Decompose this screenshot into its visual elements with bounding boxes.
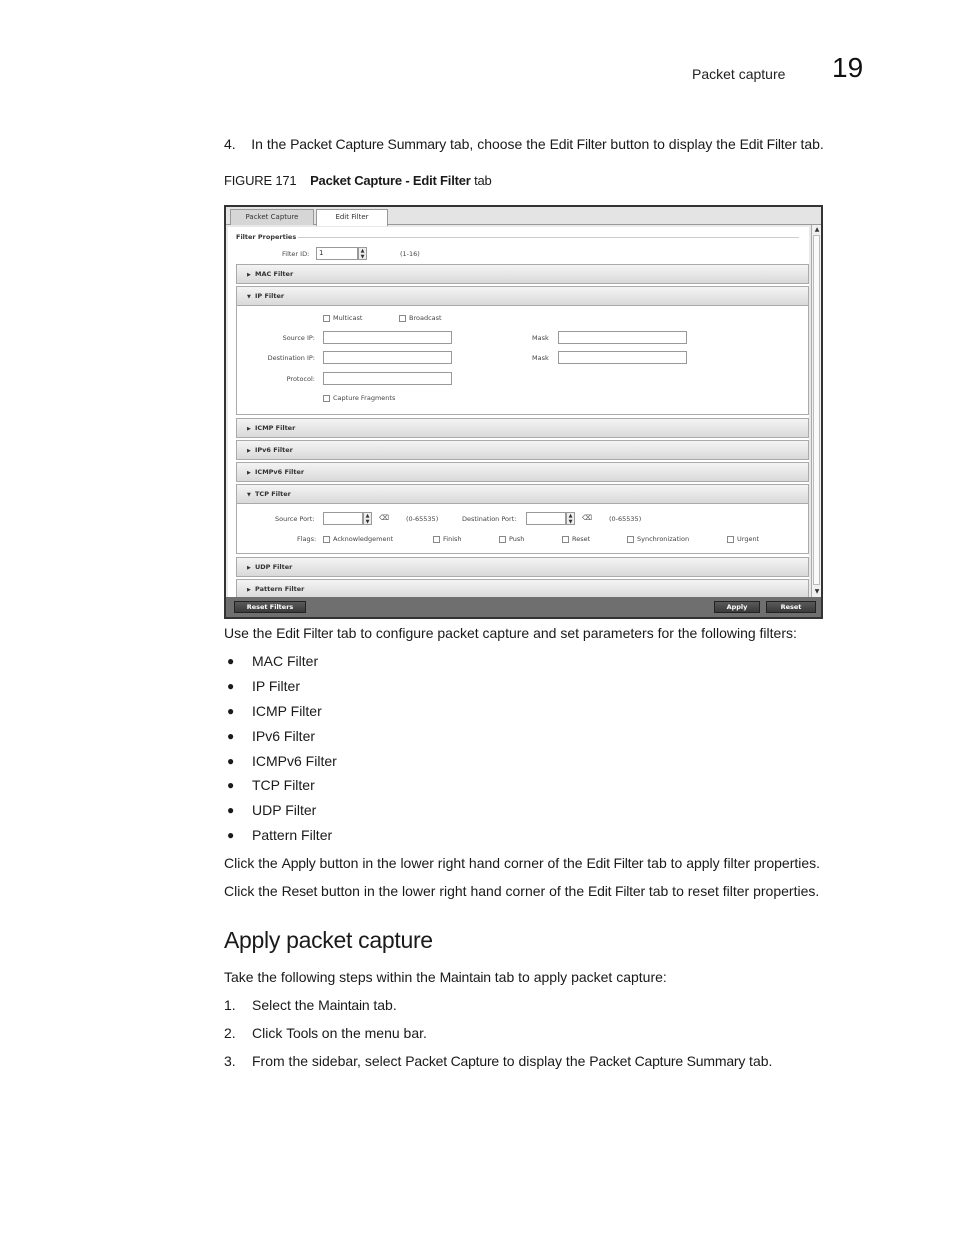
source-port-input[interactable] [323,512,363,525]
filter-id-input[interactable]: 1 [316,247,358,260]
flag-acknowledgement[interactable] [323,535,393,543]
ui-term: Packet Capture [405,1053,499,1069]
figure-title: Packet Capture - Edit Filter [310,173,471,188]
flag-label: Synchronization [637,535,690,543]
figure-caption [224,173,492,188]
reset-button[interactable]: Reset [766,601,816,613]
step-number: 3. [224,1053,236,1069]
section-heading: Apply packet capture [224,927,433,953]
reset-paragraph [224,882,819,900]
checkbox-icon [399,315,406,322]
section-label: Pattern Filter [255,585,305,593]
flags-label: Flags: [297,535,317,543]
ui-term: Reset [281,883,318,899]
protocol-label: Protocol: [286,375,315,383]
checkbox-icon [627,536,634,543]
para-text: tab to configure packet capture and set parameters for the following filters: [333,625,797,641]
bullet-icon: ● [227,679,235,693]
section-label: UDP Filter [255,563,293,571]
para-text: tab to reset filter properties. [644,883,820,899]
step-text: Click [252,1025,287,1041]
expand-icon: ▶ [247,587,251,593]
destination-port-input[interactable] [526,512,566,525]
source-ip-label: Source IP: [282,334,315,342]
destination-mask-input[interactable] [558,351,687,364]
checkbox-icon [323,315,330,322]
expand-icon: ▶ [247,470,251,476]
step-text: to display the [499,1053,590,1069]
checkbox-icon [727,536,734,543]
step-1 [252,996,397,1014]
clear-icon[interactable]: ⌫ [582,514,592,522]
tcp-filter-header[interactable] [236,484,809,504]
clear-icon[interactable]: ⌫ [379,514,389,522]
section-label: TCP Filter [255,490,291,498]
section-label: ICMPv6 Filter [255,468,305,476]
running-header: Packet capture [692,66,786,82]
step-text: tab. [745,1053,773,1069]
list-item: TCP Filter [252,777,315,793]
broadcast-label: Broadcast [409,314,442,322]
flag-push[interactable] [499,535,524,543]
step-2 [252,1024,427,1042]
bullet-icon: ● [227,803,235,817]
ui-term: Edit Filter [276,625,334,641]
icmpv6-filter-header[interactable] [236,462,809,482]
para-text: tab to apply packet capture: [490,969,667,985]
ui-term: Tools [286,1025,318,1041]
step-text: tab. [369,997,397,1013]
ui-term: Packet Capture Summary [589,1053,746,1069]
flag-synchronization[interactable] [627,535,689,543]
ui-term: Edit Filter [549,136,607,152]
section-label: IP Filter [255,292,285,300]
filter-id-stepper[interactable]: ▲ ▼ [358,247,367,260]
mask-label-1: Mask [532,334,549,342]
apply-button[interactable]: Apply [714,601,760,613]
checkbox-icon [562,536,569,543]
destination-port-range: (0-65535) [609,515,642,523]
step-text: In the [251,136,291,152]
source-ip-input[interactable] [323,331,452,344]
figure-label: FIGURE 171 [224,173,297,188]
para-text: Use the [224,625,277,641]
bullet-icon: ● [227,729,235,743]
multicast-label: Multicast [333,314,363,322]
section-label: IPv6 Filter [255,446,293,454]
checkbox-icon [323,536,330,543]
step-text: tab, choose the [446,136,550,152]
flag-label: Urgent [737,535,760,543]
expand-icon: ▶ [247,565,251,571]
udp-filter-header[interactable] [236,557,809,577]
flag-label: Reset [572,535,591,543]
list-item: ICMPv6 Filter [252,753,337,769]
ui-term: Packet Capture Summary [290,136,447,152]
source-port-stepper[interactable]: ▲ ▼ [363,512,372,525]
step-text: button to display the [606,136,740,152]
ip-filter-header[interactable] [236,286,809,306]
list-item: ICMP Filter [252,703,322,719]
list-item: IPv6 Filter [252,728,316,744]
bottom-button-bar [226,597,821,617]
intro-paragraph [224,624,797,642]
collapse-icon: ▼ [247,294,251,300]
scroll-thumb[interactable] [813,235,820,585]
checkbox-icon [433,536,440,543]
ip-filter-body [236,306,809,415]
step-text: From the sidebar, select [252,1053,406,1069]
step-number: 1. [224,997,236,1013]
list-item: UDP Filter [252,802,317,818]
multicast-checkbox[interactable] [323,314,362,322]
step-number: 2. [224,1025,236,1041]
source-port-range: (0-65535) [406,515,439,523]
broadcast-checkbox[interactable] [399,314,442,322]
para-text: Take the following steps within the [224,969,440,985]
tab-bar [226,207,821,225]
filter-panel [228,227,809,597]
expand-icon: ▶ [247,426,251,432]
flag-finish[interactable] [433,535,462,543]
list-item: IP Filter [252,678,300,694]
protocol-input[interactable] [323,372,452,385]
source-mask-input[interactable] [558,331,687,344]
list-item: Pattern Filter [252,827,333,843]
collapse-icon: ▼ [247,492,251,498]
capture-fragments-checkbox[interactable] [323,394,395,402]
icmp-filter-header[interactable] [236,418,809,438]
para-text: button in the lower right hand corner of the [317,883,588,899]
bullet-icon: ● [227,828,235,842]
para-text: button in the lower right hand corner of the [315,855,587,871]
bullet-icon: ● [227,778,235,792]
destination-port-label: Destination Port: [462,515,517,523]
tab-edit-filter[interactable]: Edit Filter [316,209,388,226]
filter-properties-legend: Filter Properties [236,233,297,241]
section-label: ICMP Filter [255,424,296,432]
checkbox-icon [323,395,330,402]
step-text: on the menu bar. [317,1025,427,1041]
ui-term: Edit Filter [586,855,644,871]
flag-urgent[interactable] [727,535,759,543]
step-text: Select the [252,997,319,1013]
source-port-label: Source Port: [275,515,315,523]
para-text: tab to apply filter properties. [643,855,821,871]
destination-ip-input[interactable] [323,351,452,364]
pattern-filter-header[interactable] [236,579,809,599]
steps-intro [224,968,667,986]
bullet-icon: ● [227,704,235,718]
ui-term: Edit Filter [588,883,645,899]
legend-divider [298,237,799,238]
step-text: tab. [796,136,824,152]
ipv6-filter-header[interactable] [236,440,809,460]
step-3 [252,1052,772,1070]
ui-term: Apply [281,855,316,871]
mac-filter-header[interactable] [236,264,809,284]
scroll-down-icon[interactable]: ▼ [814,588,820,595]
ui-term: Edit Filter [739,136,797,152]
chapter-number: 19 [832,52,864,83]
filter-id-label: Filter ID: [282,250,310,258]
vertical-scrollbar[interactable] [811,225,821,597]
reset-filters-button[interactable]: Reset Filters [234,601,306,613]
tcp-filter-body [236,504,809,554]
flag-label: Push [509,535,525,543]
expand-icon: ▶ [247,448,251,454]
flag-label: Finish [443,535,462,543]
ui-term: Maintain [439,969,491,985]
mask-label-2: Mask [532,354,549,362]
step-4 [224,135,824,153]
bullet-icon: ● [227,754,235,768]
destination-ip-label: Destination IP: [267,354,315,362]
tab-packet-capture[interactable]: Packet Capture [230,209,314,225]
apply-paragraph [224,854,820,872]
destination-port-stepper[interactable]: ▲ ▼ [566,512,575,525]
scroll-up-icon[interactable]: ▲ [814,226,820,233]
checkbox-icon [499,536,506,543]
capture-fragments-label: Capture Fragments [333,394,396,402]
figure-suffix: tab [474,173,492,188]
list-item: MAC Filter [252,653,319,669]
flag-label: Acknowledgement [333,535,394,543]
ui-term: Maintain [318,997,370,1013]
expand-icon: ▶ [247,272,251,278]
step-number: 4. [224,136,236,152]
section-label: MAC Filter [255,270,294,278]
flag-reset[interactable] [562,535,590,543]
para-text: Click the [224,883,282,899]
edit-filter-screenshot [224,205,823,619]
bullet-icon: ● [227,654,235,668]
para-text: Click the [224,855,282,871]
filter-id-range: (1-16) [400,250,420,258]
